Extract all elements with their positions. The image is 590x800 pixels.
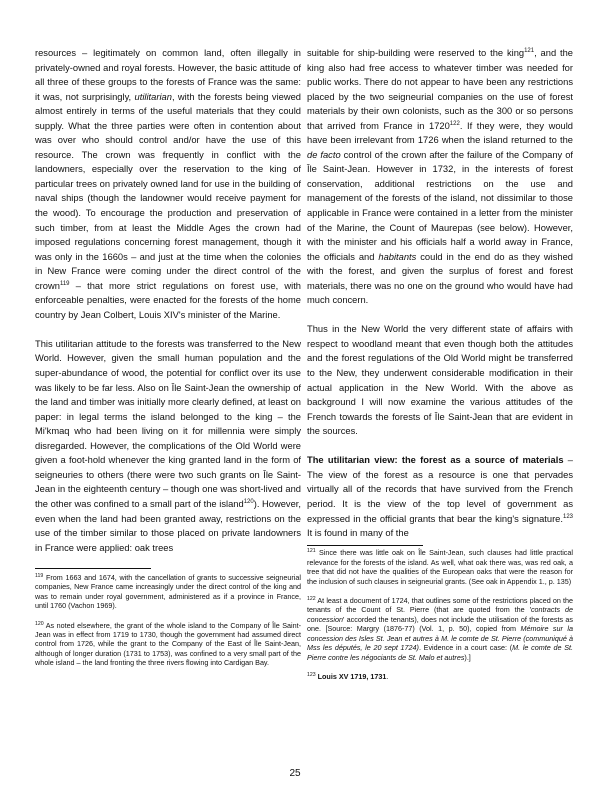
footnote-text: . bbox=[386, 672, 389, 682]
text-run: This utilitarian attitude to the forests was transferred to the New World. However, given the small human population and the super-abundance of wood, the potential for conflict over its use was likely to be far less. Also on Île Saint-Jean the ownership of the land and timber was initially more clearly defined, at least on paper: in legal terms the island belonged to the king – the Mi'kmaq who had been living on it for millennia were simply disregarded. However, the complications of the Old World were given a foot-hold whenever the king granted land in the form of seigneuries to others (there were two such grants on Île Saint-Jean in the eighteenth century – though one was short-lived and the other was confined to a small part of the island bbox=[35, 338, 301, 509]
footnote-120 bbox=[35, 621, 301, 668]
italic-run: habitants bbox=[378, 251, 417, 262]
footnote-123 bbox=[307, 672, 573, 681]
left-column bbox=[35, 46, 301, 678]
footnote-number: 123 bbox=[307, 672, 316, 679]
footnote-text: ).] bbox=[464, 652, 471, 662]
footnote-text: As noted elsewhere, the grant of the whole island to the Company of Île Saint-Jean was in effect from 1719 to 1730, though the government had assumed direct control from 1726, while the grant to the Company of the East of Île Saint-Jean, although of longer duration (1731 to 1753), was confined to a very small part of the whole island – the land fronting the three rivers flowing into Cardigan Bay. bbox=[35, 620, 301, 668]
footnote-ref-119: 119 bbox=[59, 280, 70, 287]
footnote-text: Since there was little oak on Île Saint-Jean, such clauses had little practical relevance for the forests of the island. As well, what oak there was, was red oak, a tree that did not have the qualities of the European oaks that were the reason for the inclusion of such clauses in seigneurial grants. (See oak in Appendix 1., p. 135) bbox=[307, 548, 573, 586]
footnote-ref-122: 122 bbox=[449, 120, 460, 127]
left-paragraph-2 bbox=[35, 337, 301, 555]
footnote-122 bbox=[307, 596, 573, 662]
footnote-ref-123: 123 bbox=[562, 513, 573, 520]
text-run: , with the forests being viewed almost entirely in terms of the useful materials that they could supply. What the three parties were often in contention about was over who should control and/or have the use of this resource. The crown was frequently in conflict with the landowners, especially over the reservation to the king of particular trees on privately owned land for use in the building of naval ships (though the landowner would receive payment for the wood). To encourage the production and preservation of such timber, from at least the Middle Ages the crown had imposed regulations concerning forest management, though it was only in the 1660s – and just at the time when the colonies in New France were coming under the direct control of the crown bbox=[35, 91, 301, 291]
text-run: . If they were, they would have been irrelevant from 1726 when the island returned to the bbox=[307, 120, 574, 146]
text-run: control of the crown after the failure of the Company of Île Saint-Jean. However in 1732, in the interests of forest conservation, additional restrictions on the use and management of the forests of the island, not dissimilar to those applicable in France were contained in a letter from the minister of the Marine, the Count of Maurepas (see below). However, with the minister and his officials half a world away in France, the officials and bbox=[307, 149, 573, 262]
footnote-number: 119 bbox=[35, 572, 44, 579]
italic-run: contracts de concession bbox=[307, 605, 574, 624]
left-paragraph-1 bbox=[35, 46, 301, 322]
right-paragraph-1 bbox=[307, 46, 573, 308]
footnote-number: 122 bbox=[307, 595, 316, 602]
text-run: resources – legitimately on common land, often illegally in privately-owned and royal forests. However, the basic attitude of all three of these groups to the forests of France was the same: it was, not surprisingly, bbox=[35, 48, 301, 102]
footnote-text: From 1663 and 1674, with the cancellation of grants to successive seigneurial companies, New France came increasingly under the direct control of the king and was to remain under royal government, administered as if a province in France, until 1760 (Vachon 1969). bbox=[35, 572, 301, 611]
right-paragraph-2: Thus in the New World the very different state of affairs with respect to woodland meant that even though both the attitudes and the forest regulations of the Old World might be transferred to the New, they underwent considerable modification in their actual application in the New World. With the above as background I will now examine the various attitudes of the French towards the forests of Île Saint-Jean that are evident in the sources. bbox=[307, 324, 573, 437]
text-run: ). However, even when the land had been granted away, restrictions on the use of the timber similar to those placed on private landowners in France were applied: oak trees bbox=[35, 498, 301, 553]
text-run: suitable for ship-building were reserved to the king bbox=[307, 48, 525, 58]
footnote-separator bbox=[35, 568, 151, 569]
italic-run: de facto bbox=[307, 149, 341, 160]
footnote-number: 121 bbox=[307, 548, 316, 555]
text-run: – that more strict regulations on forest use, with enforceable penalties, were enacted for the forests of the home country by Jean Colbert, Louis XIV's minister of the Marine. bbox=[35, 280, 301, 320]
right-column bbox=[307, 46, 573, 692]
page-number: 25 bbox=[289, 768, 301, 779]
footnote-number: 120 bbox=[35, 620, 44, 627]
footnote-text: At least a document of 1724, that outlines some of the restrictions placed on the tenants of the Count of St. Pierre (that are quoted from the ' bbox=[307, 595, 573, 615]
footnote-121 bbox=[307, 548, 573, 586]
text-run: could in the end do as they wished with the forest, and given the surplus of forest and forest materials, there was no one on the ground who would have had much concern. bbox=[307, 251, 573, 306]
footnote-separator bbox=[307, 545, 423, 546]
section-heading: The utilitarian view: the forest as a source of materials bbox=[307, 455, 564, 466]
footnote-text: . Evidence in a court case: ( bbox=[418, 643, 513, 653]
italic-run: M. le comte de St. Pierre contre les négociants de St. Malo et autres bbox=[307, 643, 573, 662]
text-run: , and the king also had free access to whatever timber was needed for public works. There do not appear to have been any restrictions placed by the two seigneurial companies on the use of forest materials by their own colonists, such as the 300 or so persons that arrived from France in 1720 bbox=[307, 48, 573, 131]
text-run: It is found in many of the bbox=[307, 528, 409, 539]
italic-run: Mémoire sur la concession des Isles St. Jean et autres à M. le comte de St. Pierre (communiqué à Mss les députés, le 20 sept 1724) bbox=[307, 624, 573, 653]
footnote-ref-120: 120 bbox=[243, 498, 254, 505]
footnote-ref-121: 121 bbox=[524, 48, 535, 54]
footnote-119 bbox=[35, 573, 301, 611]
text-run: – The view of the forest as a resource is one that pervades virtually all of the records that have survived from the French period. It is the view of the top level of government as expressed in the official grants that bear the king's signature. bbox=[307, 455, 573, 524]
italic-run: utilitarian bbox=[134, 91, 172, 102]
footnote-text: ' accorded the tenants), does not include the utilisation of the forests as one. [Source: Margry (1876-77) (Vol. 1, p. 50), copied from bbox=[307, 614, 573, 634]
right-paragraph-3 bbox=[307, 453, 573, 540]
footnote-citation: Louis XV 1719, 1731 bbox=[317, 672, 387, 682]
